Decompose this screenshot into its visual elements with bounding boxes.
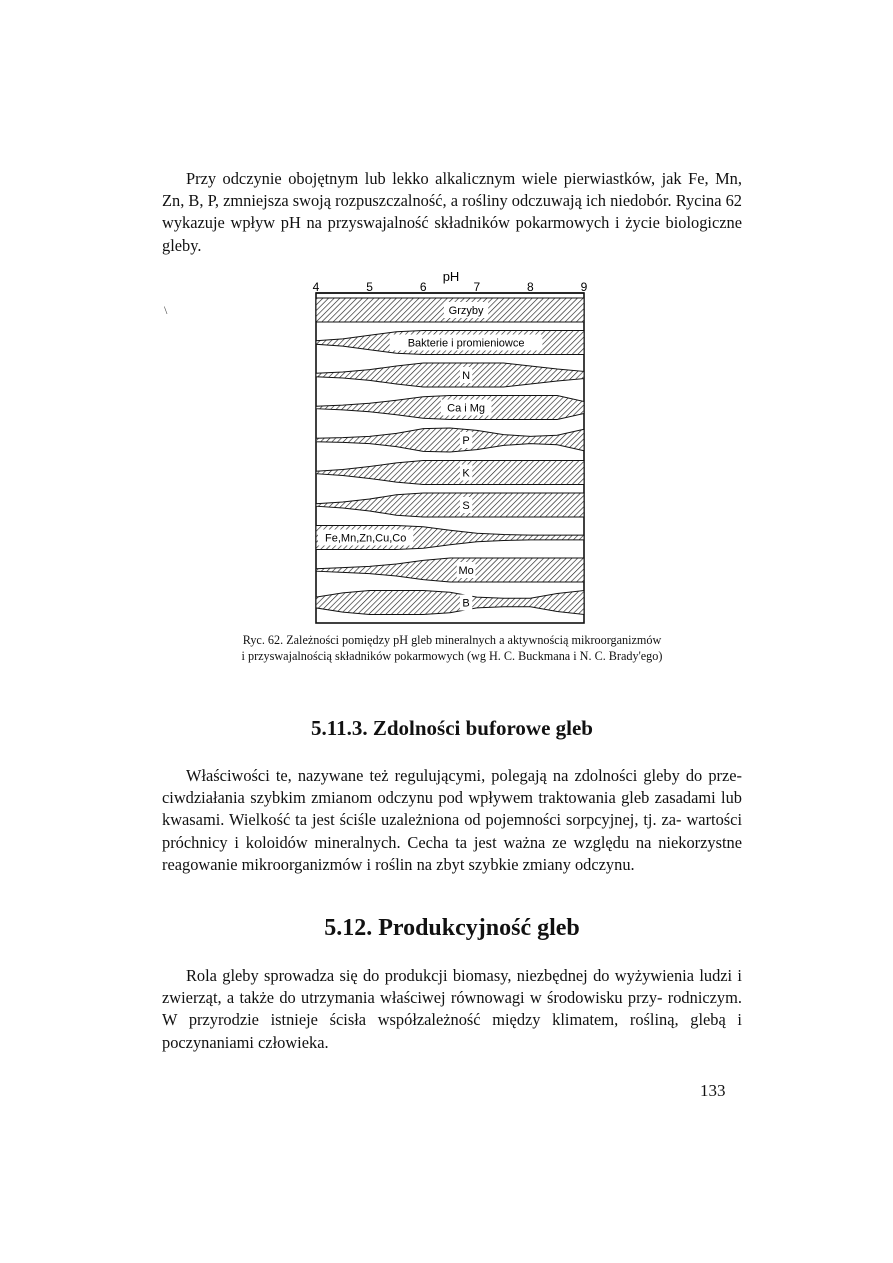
productivity-line: ludzi i zwierząt, a także do utrzymania właściwej równowagi w środowisku przy- [162,966,742,1008]
band-shape [316,493,584,517]
caption-line: Ryc. 62. Zależności pomiędzy pH gleb mineralnych a aktywnością mikroorganizmów [242,633,662,647]
band-label: K [462,467,470,480]
buffer-line: wartości próchnicy i koloidów mineralnych. Cecha ta jest ważna ze względu na [162,810,742,852]
band-shape [316,363,584,387]
figure-caption [162,632,742,664]
ph-tick-label: 4 [312,280,320,294]
ph-availability-figure [300,264,600,629]
intro-line: Przy odczynie obojętnym lub lekko alkalicznym wiele pierwiastków, jak Fe, [186,169,709,188]
band-label: S [462,500,470,512]
intro-paragraph [162,168,742,257]
band-label: Mo [458,565,474,577]
ph-tick-label: 9 [580,280,588,294]
band-label: Grzyby [448,305,484,317]
band-shape [316,558,584,582]
band-label: N [462,370,471,382]
productivity-line: rośliną, glebą i poczynaniami człowieka. [162,1010,742,1052]
axis-title: pH [442,269,460,284]
intro-line: Rycina 62 wykazuje wpływ pH na przyswajalność składników pokarmowych [162,191,742,233]
buffer-line: ciwdziałania szybkim zmianom odczynu pod wpływem traktowania gleb zasadami [162,788,716,808]
productivity-paragraph [162,965,742,1054]
productivity-line: Rola gleby sprowadza się do produkcji biomasy, niezbędnej do wyżywienia [186,966,694,985]
band-shape [316,428,584,452]
band-shape [316,461,584,485]
intro-line: i życie biologiczne gleby. [162,213,742,255]
ph-tick-label: 5 [366,280,373,294]
section-heading-productivity: 5.12. Produkcyjność gleb [324,915,580,941]
buffer-line: Właściwości te, nazywane też regulującymi, polegają na zdolności gleby do prze- [186,766,742,785]
buffer-line: lub kwasami. Wielkość ta jest ściśle uzależniona od pojemności sorpcyjnej, tj. za- [162,788,742,830]
band-label: B [462,597,470,610]
caption-line: i przyswajalnością składników pokarmowych (wg H. C. Buckmana i N. C. Brady'ego) [241,649,663,663]
ph-tick-label: 8 [527,280,534,294]
band-label: Fe,Mn,Zn,Cu,Co [325,532,407,545]
ph-tick-label: 7 [473,280,481,294]
buffer-paragraph [162,765,742,876]
band-label: Ca i Mg [447,402,486,415]
section-heading-buffer: 5.11.3. Zdolności buforowe gleb [311,716,593,740]
intro-line: Mn, Zn, B, P, zmniejsza swoją rozpuszczalność, a rośliny odczuwają ich niedobór. [162,169,742,211]
band-label: Bakterie i promieniowce [407,337,525,350]
buffer-line: niekorzystne reagowanie mikroorganizmów i roślin na zbyt szybkie zmiany odczynu. [162,832,742,874]
productivity-line: rodniczym. W przyrodzie istnieje ścisła współzależność między klimatem, [162,988,742,1030]
ph-tick-label: 6 [419,280,427,294]
band-shape [316,591,584,615]
page-number: 133 [700,1081,726,1100]
stray-mark: \ [164,303,168,317]
band-label: P [462,435,470,447]
